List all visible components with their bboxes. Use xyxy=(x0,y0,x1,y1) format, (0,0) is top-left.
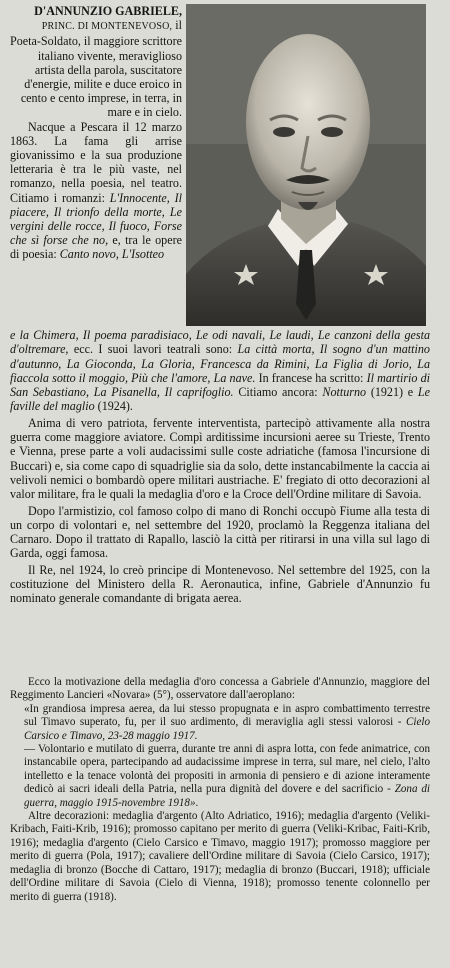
medal-citation-1 xyxy=(10,703,430,743)
french-intro: In francese ha scritto: xyxy=(258,370,364,385)
citation-2-place: Zona di guerra, maggio 1915-novembre 1918» xyxy=(24,783,430,809)
medal-intro: Ecco la motivazione della medaglia d'oro concessa a Gabriele d'Annunzio, maggiore del Reggimento Lancieri «Novara» (5°), osservatore dall'aeroplano: xyxy=(10,676,430,702)
citation-1-place: Cielo Carsico e Timavo, 23-28 maggio 1917. xyxy=(24,716,431,742)
faville-year: (1924). xyxy=(97,399,133,414)
intro-paragraph xyxy=(10,4,182,120)
prince-paragraph: Il Re, nel 1924, lo creò principe di Montenevoso. Nel settembre del 1925, con la costituzione del Ministero della R. Aeronautica, infine, Gabriele d'Annunzio fu nominato generale comandante di brigata aerea. xyxy=(10,562,430,606)
plays-intro: ecc. I suoi lavori teatrali sono: xyxy=(73,342,233,357)
more-intro: Citiamo ancora: xyxy=(238,385,318,400)
citation-2-text: — Volontario e mutilato di guerra, durante tre anni di aspra lotta, con fede animatrice, con instancabile opera, partecipando ad audacissime imprese in terra, sul mare, nel cielo, l'alto intelletto e la tenace volontà dei propositi in armonia di pensiero e di azione interamente dedicò ai sacri ideali della Patria, nella pura dignità del dovere e del sacrificio - xyxy=(24,743,430,796)
subject-name: D'ANNUNZIO GABRIELE, xyxy=(34,4,182,18)
notturno-year: (1921) e xyxy=(370,385,414,400)
citation-1-text: «In grandiosa impresa aerea, da lui stesso propugnata e in aspro combattimento terrestre sul Timavo superato, fu, per il suo ardimento, di meraviglia agli stessi valorosi - xyxy=(24,702,430,729)
portrait-photo xyxy=(186,4,426,326)
plays-list: La città morta, Il sogno d'un mattino d'autunno, La Gioconda, La Gloria, Francesca da Rimini, La Figlia di Jorio, La fiaccola sotto il moggio, Più che l'amore, La nave. xyxy=(10,342,430,385)
poems-list-end: e la Chimera, Il poema paradisiaco, Le odi navali, Le laudi, Le canzoni della gesta d'oltremare, xyxy=(10,328,430,357)
main-text xyxy=(10,328,430,608)
medal-citation-2 xyxy=(10,743,430,810)
intro-text: il Poeta-Soldato, il maggiore scrittore italiano vivente, meraviglioso artista della parola, suscitatore d'energie, milite e duce eroico in cento e cento imprese, in terra, in mare e in cielo. xyxy=(10,18,182,120)
birth-text: Nacque a Pescara il 12 marzo 1863. La fama gli arrise giovanissimo e la sua produzione letteraria è tra le più vaste, nel romanzo, nella poesia, nel teatro. Citiamo i romanzi: xyxy=(10,119,182,205)
subject-title: PRINC. DI MONTENEVOSO, xyxy=(41,21,173,33)
faville-title: Le faville del maglio xyxy=(10,385,431,414)
intro-column xyxy=(10,4,182,262)
war-paragraph: Anima di vero patriota, fervente interventista, partecipò attivamente alla nostra guerra come maggiore aviatore. Compì arditissime incursioni aeree su Trieste, Trento e Vienna, prese parte a voli audacissimi sulle coste adriatiche (famosa l'incursione di Buccari) e, sia come capo di squadriglie sia da solo, dette instancabilmente la caccia ai velivoli nemici o bombardò opere militari austriache. E' fregiato di otto decorazioni al valor militare, fra le quali la medaglia d'oro e la Croce dell'Ordine militare di Savoia. xyxy=(10,415,430,502)
decorations-text xyxy=(10,676,430,904)
portrait-illustration xyxy=(186,4,426,326)
novels-list: L'Innocente, Il piacere, Il trionfo della morte, Le vergini delle rocce, Il fuoco, Forse che sì forse che no, xyxy=(10,190,182,248)
poems-list-start: Canto novo, L'Isotteo xyxy=(59,247,165,262)
citation-2-end: . xyxy=(195,796,199,809)
poems-intro: e, tra le opere di poesia: xyxy=(10,233,182,262)
other-decorations: Altre decorazioni: medaglia d'argento (Alto Adriatico, 1916); medaglia d'argento (Veliki-Kribach, Faiti-Krib, 1916); promosso capitano per merito di guerra (Veliki-Kribac, Faiti-Krib, 1916); medaglia d'argento (Cielo Carsico e Timavo, maggio 1917); promosso maggiore per merito di guerra (Pola, 1917); cavaliere dell'Ordine militare di Savoia (Cielo Carsico, 1917); medaglia di bronzo (Bocche di Cattaro, 1917); medaglia di bronzo (Buccari, 1918); ufficiale dell'Ordine militare di Savoia (Cielo di Vienna, 1918); promosso tenente colonnello per merito di guerra (1918). xyxy=(10,810,430,903)
birth-paragraph xyxy=(10,120,182,262)
notturno-title: Notturno xyxy=(322,385,367,400)
works-paragraph xyxy=(10,328,430,414)
fiume-paragraph: Dopo l'armistizio, col famoso colpo di mano di Ronchi occupò Fiume alla testa di un corpo di volontari e, nel settembre del 1920, proclamò la Reggenza italiana del Carnaro. Dopo il trattato di Rapallo, lasciò la città per ritirarsi in una villa sul lago di Garda, oggi famosa. xyxy=(10,503,430,561)
french-works: Il martirio di San Sebastiano, La Pisanella, Il caprifoglio. xyxy=(10,370,430,400)
